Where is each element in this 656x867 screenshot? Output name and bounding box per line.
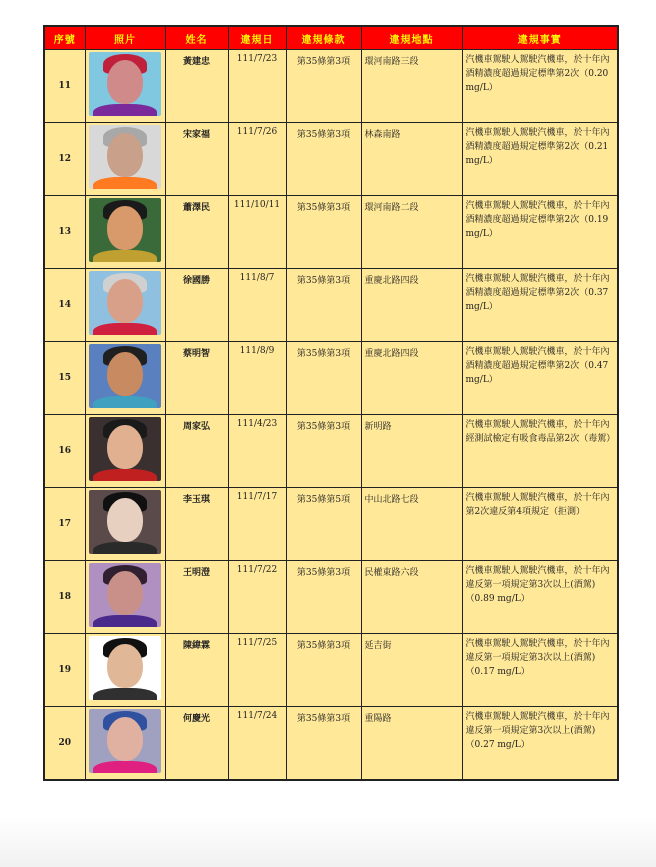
table-row — [44, 415, 618, 488]
header-photo: 照片 — [85, 26, 165, 50]
shirt-shape — [93, 688, 157, 700]
location-cell: 中山北路七段 — [361, 488, 462, 561]
fact-cell: 汽機車駕駛人駕駛汽機車，於十年內酒精濃度超過規定標準第2次（0.19 mg/L） — [462, 196, 618, 269]
article-cell: 第35條第3項 — [286, 415, 361, 488]
table-row — [44, 196, 618, 269]
face-shape — [107, 279, 143, 323]
table-row — [44, 269, 618, 342]
header-name: 姓名 — [165, 26, 228, 50]
table-row — [44, 707, 618, 781]
face-shape — [107, 60, 143, 104]
location-cell: 延吉街 — [361, 634, 462, 707]
header-seq: 序號 — [44, 26, 85, 50]
portrait-photo — [89, 490, 161, 554]
date-cell: 111/7/22 — [228, 561, 286, 634]
seq-cell: 16 — [44, 415, 85, 488]
portrait-photo — [89, 271, 161, 335]
location-cell: 環河南路二段 — [361, 196, 462, 269]
location-cell: 重慶北路四段 — [361, 342, 462, 415]
fact-cell: 汽機車駕駛人駕駛汽機車，於十年內酒精濃度超過規定標準第2次（0.21 mg/L） — [462, 123, 618, 196]
shirt-shape — [93, 469, 157, 481]
seq-cell: 17 — [44, 488, 85, 561]
date-cell: 111/8/7 — [228, 269, 286, 342]
article-cell: 第35條第3項 — [286, 707, 361, 781]
fact-cell: 汽機車駕駛人駕駛汽機車，於十年內違反第一項規定第3次以上(酒駕)（0.89 mg/L） — [462, 561, 618, 634]
name-cell: 徐國勝 — [165, 269, 228, 342]
name-cell: 周家弘 — [165, 415, 228, 488]
portrait-photo — [89, 125, 161, 189]
header-fact: 違規事實 — [462, 26, 618, 50]
name-cell: 蕭澤民 — [165, 196, 228, 269]
article-cell: 第35條第3項 — [286, 634, 361, 707]
date-cell: 111/4/23 — [228, 415, 286, 488]
seq-cell: 14 — [44, 269, 85, 342]
face-shape — [107, 498, 143, 542]
photo-cell — [85, 342, 165, 415]
article-cell: 第35條第3項 — [286, 50, 361, 123]
face-shape — [107, 571, 143, 615]
shirt-shape — [93, 542, 157, 554]
location-cell: 民權東路六段 — [361, 561, 462, 634]
date-cell: 111/8/9 — [228, 342, 286, 415]
fact-cell: 汽機車駕駛人駕駛汽機車，於十年內酒精濃度超過規定標準第2次（0.37 mg/L） — [462, 269, 618, 342]
name-cell: 李玉琪 — [165, 488, 228, 561]
photo-cell — [85, 634, 165, 707]
photo-cell — [85, 415, 165, 488]
table-row — [44, 561, 618, 634]
location-cell: 新明路 — [361, 415, 462, 488]
article-cell: 第35條第3項 — [286, 196, 361, 269]
portrait-photo — [89, 636, 161, 700]
article-cell: 第35條第3項 — [286, 342, 361, 415]
name-cell: 黃建忠 — [165, 50, 228, 123]
portrait-photo — [89, 709, 161, 773]
fact-cell: 汽機車駕駛人駕駛汽機車，於十年內酒精濃度超過規定標準第2次（0.47 mg/L） — [462, 342, 618, 415]
fact-cell: 汽機車駕駛人駕駛汽機車，於十年內酒精濃度超過規定標準第2次（0.20 mg/L） — [462, 50, 618, 123]
date-cell: 111/10/11 — [228, 196, 286, 269]
location-cell: 環河南路三段 — [361, 50, 462, 123]
table-row — [44, 123, 618, 196]
portrait-photo — [89, 563, 161, 627]
face-shape — [107, 352, 143, 396]
table-body — [44, 50, 618, 781]
portrait-photo — [89, 198, 161, 262]
article-cell: 第35條第5項 — [286, 488, 361, 561]
photo-cell — [85, 196, 165, 269]
photo-cell — [85, 123, 165, 196]
article-cell: 第35條第3項 — [286, 123, 361, 196]
shirt-shape — [93, 761, 157, 773]
shirt-shape — [93, 250, 157, 262]
name-cell: 王明澄 — [165, 561, 228, 634]
date-cell: 111/7/25 — [228, 634, 286, 707]
seq-cell: 20 — [44, 707, 85, 781]
photo-cell — [85, 707, 165, 781]
header-article: 違規條款 — [286, 26, 361, 50]
header-location: 違規地點 — [361, 26, 462, 50]
name-cell: 何慶光 — [165, 707, 228, 781]
shirt-shape — [93, 615, 157, 627]
face-shape — [107, 133, 143, 177]
seq-cell: 12 — [44, 123, 85, 196]
article-cell: 第35條第3項 — [286, 561, 361, 634]
location-cell: 重慶北路四段 — [361, 269, 462, 342]
shirt-shape — [93, 396, 157, 408]
photo-cell — [85, 488, 165, 561]
header-date: 違規日 — [228, 26, 286, 50]
fact-cell: 汽機車駕駛人駕駛汽機車，於十年內違反第一項規定第3次以上(酒駕)（0.17 mg/L） — [462, 634, 618, 707]
date-cell: 111/7/24 — [228, 707, 286, 781]
table-row — [44, 634, 618, 707]
shirt-shape — [93, 104, 157, 116]
seq-cell: 13 — [44, 196, 85, 269]
name-cell: 宋家福 — [165, 123, 228, 196]
face-shape — [107, 644, 143, 688]
face-shape — [107, 206, 143, 250]
page-bottom-fade — [0, 817, 656, 867]
location-cell: 重陽路 — [361, 707, 462, 781]
seq-cell: 18 — [44, 561, 85, 634]
shirt-shape — [93, 323, 157, 335]
photo-cell — [85, 50, 165, 123]
photo-cell — [85, 561, 165, 634]
table-row — [44, 488, 618, 561]
table-header-row — [44, 26, 618, 50]
seq-cell: 15 — [44, 342, 85, 415]
fact-cell: 汽機車駕駛人駕駛汽機車，於十年內經測試檢定有吸食毒品第2次（毒駕） — [462, 415, 618, 488]
table-row — [44, 50, 618, 123]
photo-cell — [85, 269, 165, 342]
violator-table — [43, 25, 619, 781]
name-cell: 蔡明智 — [165, 342, 228, 415]
date-cell: 111/7/17 — [228, 488, 286, 561]
name-cell: 陳緯霖 — [165, 634, 228, 707]
fact-cell: 汽機車駕駛人駕駛汽機車，於十年內第2次違反第4項規定（拒測） — [462, 488, 618, 561]
shirt-shape — [93, 177, 157, 189]
table-row — [44, 342, 618, 415]
portrait-photo — [89, 344, 161, 408]
seq-cell: 11 — [44, 50, 85, 123]
location-cell: 林森南路 — [361, 123, 462, 196]
portrait-photo — [89, 52, 161, 116]
fact-cell: 汽機車駕駛人駕駛汽機車，於十年內違反第一項規定第3次以上(酒駕)（0.27 mg/L） — [462, 707, 618, 781]
portrait-photo — [89, 417, 161, 481]
article-cell: 第35條第3項 — [286, 269, 361, 342]
date-cell: 111/7/23 — [228, 50, 286, 123]
date-cell: 111/7/26 — [228, 123, 286, 196]
face-shape — [107, 717, 143, 761]
seq-cell: 19 — [44, 634, 85, 707]
face-shape — [107, 425, 143, 469]
